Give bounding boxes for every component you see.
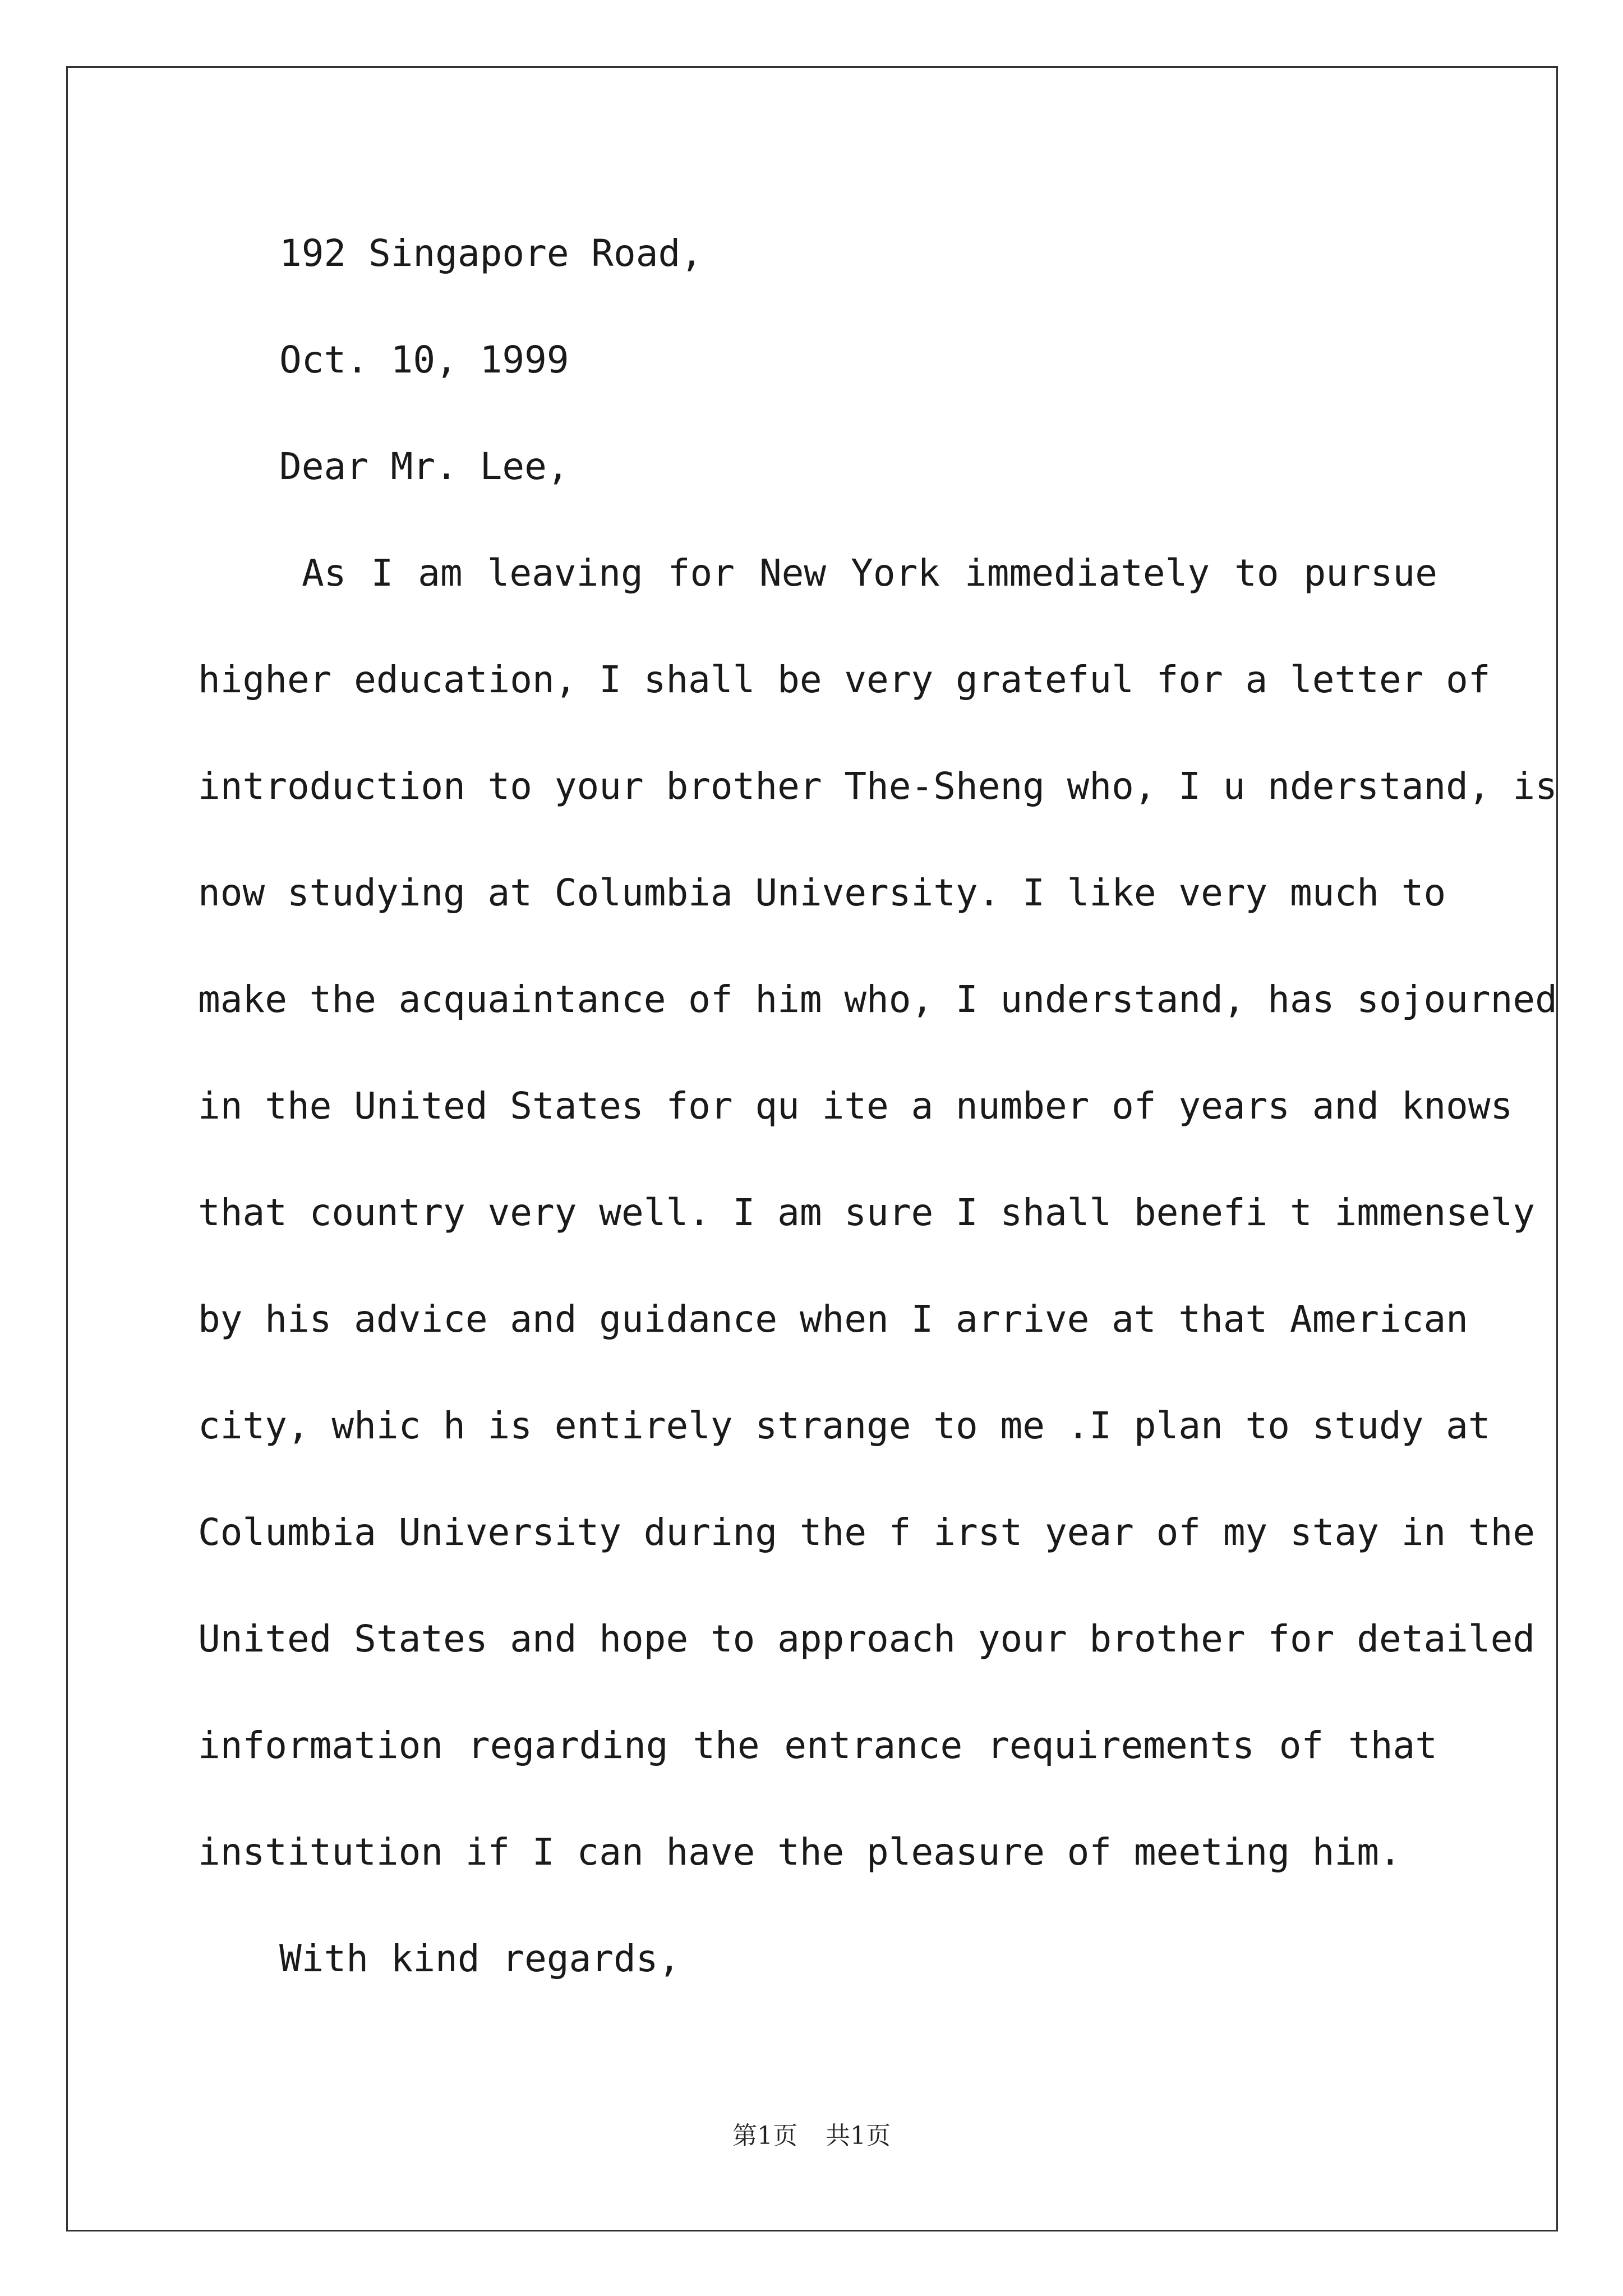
salutation: Dear Mr. Lee, [279,445,569,488]
page-number: 第1页 [732,2122,797,2150]
body-line: now studying at Columbia University. I like very much to [198,871,1446,914]
body-line: by his advice and guidance when I arrive at that American [198,1297,1468,1341]
body-line: city, whic h is entirely strange to me .I plan to study at [198,1404,1491,1447]
body-line: information regarding the entrance requirements of that [198,1724,1437,1767]
page-border [66,66,1558,2231]
body-line: in the United States for qu ite a number of years and knows [198,1084,1513,1128]
body-line: higher education, I shall be very grateful for a letter of [198,658,1491,701]
page-footer [0,2120,1623,2152]
sender-address: 192 Singapore Road, [279,232,703,275]
body-line: institution if I can have the pleasure of meeting him. [198,1830,1401,1874]
closing: With kind regards, [279,1937,681,1980]
page-total: 共1页 [826,2122,891,2150]
body-line: introduction to your brother The-Sheng who, I u nderstand, is [198,765,1557,808]
body-line: that country very well. I am sure I shall benefi t immensely [198,1191,1536,1234]
letter-date: Oct. 10, 1999 [279,338,569,381]
body-line: make the acquaintance of him who, I understand, has sojourned [198,978,1557,1021]
body-line: As I am leaving for New York immediately to pursue [302,551,1437,595]
body-line: Columbia University during the f irst year of my stay in the [198,1511,1536,1554]
body-line: United States and hope to approach your brother for detailed [198,1617,1536,1660]
